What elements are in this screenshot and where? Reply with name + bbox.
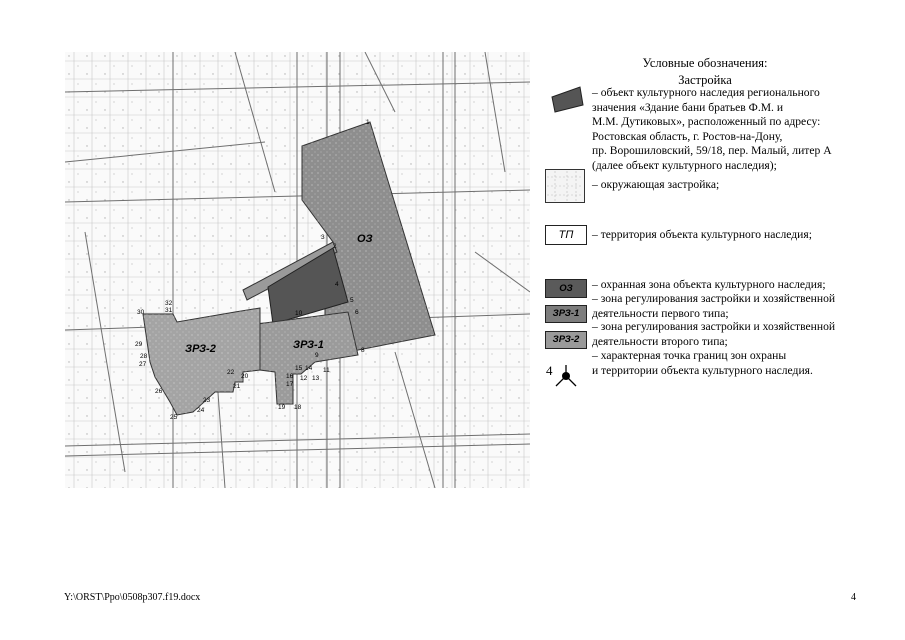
- point-label: 12: [300, 375, 308, 382]
- point-label: 10: [295, 310, 303, 317]
- point-label: 4: [335, 281, 339, 288]
- point-label: 29: [135, 341, 143, 348]
- point-label: 2: [333, 243, 337, 250]
- point-label: 25: [170, 414, 178, 421]
- surrounding-buildings-swatch: [545, 169, 585, 203]
- point-label: 18: [294, 404, 302, 411]
- point-label: 13: [312, 375, 320, 382]
- point-label: 27: [139, 361, 147, 368]
- point-label: 17: [286, 381, 294, 388]
- legend-item-boundary-point: – характерная точка границ зон охраны и территории объекта культурного наследия.: [592, 349, 813, 377]
- legend-item-surrounding-buildings: – окружающая застройка;: [592, 178, 720, 191]
- legend-item-territory: – территория объекта культурного наследия;: [592, 228, 812, 241]
- dark-polygon-icon: [550, 85, 584, 113]
- zrz1-map-label: ЗРЗ-1: [293, 339, 324, 351]
- territory-box: ТП: [545, 225, 587, 245]
- point-label: 14: [305, 365, 313, 372]
- boundary-point-icon: [554, 364, 578, 388]
- oz-box: ОЗ: [545, 279, 587, 298]
- legend-item-heritage-object: – объект культурного наследия регионального значения «Здание бани братьев Ф.М. и М.М. Дутиковых», расположенный по адресу: Ростовская область, г. Ростов-на-Дону, пр. Ворошиловский, 59/18, пер. Малый, литер А (далее объект культурного наследия);: [592, 86, 832, 172]
- legend-title: Условные обозначения:: [642, 56, 768, 70]
- point-label: 22: [227, 369, 235, 376]
- legend-item-oz: – охранная зона объекта культурного наследия;: [592, 278, 826, 291]
- legend-item-zrz1: – зона регулирования застройки и хозяйственной деятельности первого типа;: [592, 292, 836, 320]
- point-label: 1: [366, 119, 370, 126]
- point-label: 3: [321, 234, 325, 241]
- point-label: 20: [241, 373, 249, 380]
- point-label: 11: [323, 367, 330, 374]
- point-label: 26: [155, 388, 163, 395]
- point-label: 16: [286, 373, 294, 380]
- point-label: 19: [278, 404, 286, 411]
- point-label: 21: [233, 383, 241, 390]
- point-label: 15: [295, 365, 303, 372]
- point-label: 5: [350, 297, 354, 304]
- oz-map-label: ОЗ: [357, 233, 373, 245]
- point-label: 6: [355, 309, 359, 316]
- page-number: 4: [851, 592, 856, 603]
- legend-item-zrz2: – зона регулирования застройки и хозяйственной деятельности второго типа;: [592, 320, 836, 348]
- boundary-point-number: 4: [546, 363, 553, 378]
- point-label: 23: [203, 397, 211, 404]
- point-label: 32: [165, 300, 173, 307]
- site-map: [65, 52, 530, 488]
- map-svg: [65, 52, 530, 488]
- point-label: 30: [137, 309, 145, 316]
- point-label: 24: [197, 407, 205, 414]
- document-path: Y:\ORST\Ppo\0508p307.f19.docx: [64, 592, 201, 603]
- zrz2-box: ЗРЗ-2: [545, 331, 587, 349]
- point-label: 28: [140, 353, 148, 360]
- zrz2-map-label: ЗРЗ-2: [185, 343, 216, 355]
- point-label: 31: [165, 307, 173, 314]
- zrz1-box: ЗРЗ-1: [545, 305, 587, 323]
- point-label: 9: [315, 352, 319, 359]
- legend-subtitle: Застройка: [678, 73, 732, 87]
- point-label: 8: [361, 347, 365, 354]
